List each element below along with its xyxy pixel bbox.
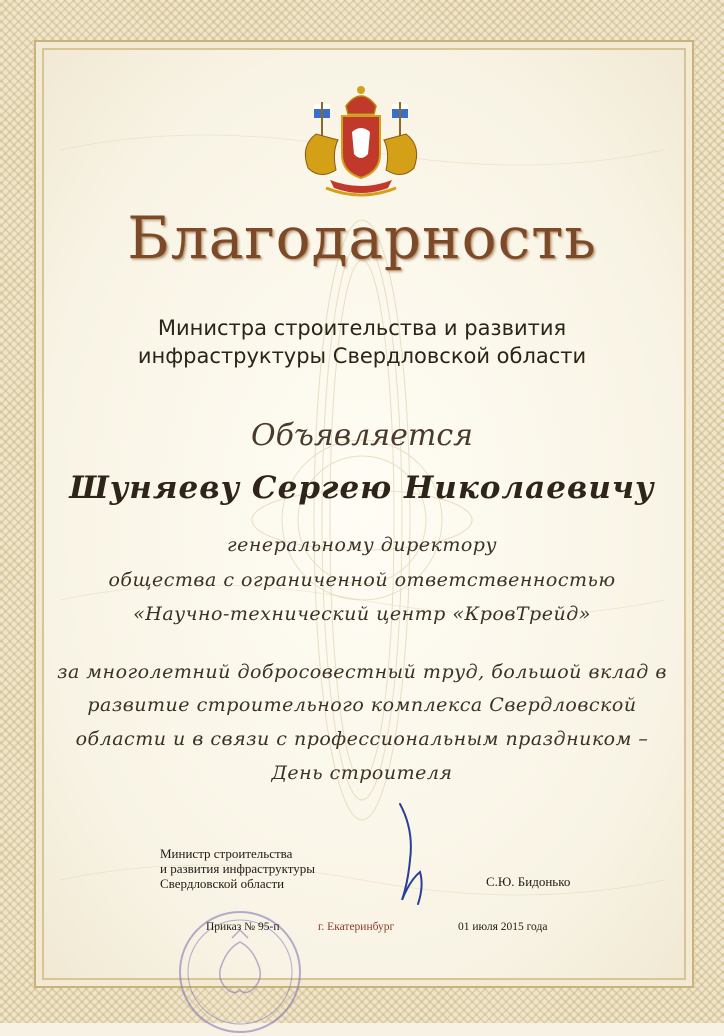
city-name: г. Екатеринбург <box>318 921 395 933</box>
reason-line-1: за многолетний добросовестный труд, большой вклад в <box>57 661 667 683</box>
order-number: Приказ № 95-п <box>206 921 280 933</box>
issuer-line-1: Министра строительства и развития <box>157 316 567 340</box>
announce-text: Объявляется <box>250 418 474 453</box>
reason-line-4: День строителя <box>271 762 453 784</box>
position-line-2: общества с ограниченной ответственностью <box>108 569 616 591</box>
signatory-title-line-1: Министр строительства <box>160 846 293 861</box>
issue-date: 01 июля 2015 года <box>458 921 548 933</box>
reason-line-2: развитие строительного комплекса Свердловской <box>87 694 637 716</box>
signature-mark <box>380 800 450 910</box>
position-line-3: «Научно-технический центр «КровТрейд» <box>133 603 591 625</box>
position-line-1: генеральному директору <box>227 534 497 556</box>
issuer-line-2: инфраструктуры Свердловской области <box>137 344 587 368</box>
signatory-name: С.Ю. Бидонько <box>486 874 571 889</box>
signatory-title-line-2: и развития инфраструктуры <box>160 861 316 876</box>
reason-line-3: области и в связи с профессиональным праздником – <box>75 728 649 750</box>
coat-of-arms-icon <box>286 84 436 202</box>
recipient-name: Шуняеву Сергею Николаевичу <box>69 470 655 506</box>
document-title: Благодарность <box>127 204 597 272</box>
signatory-title <box>160 846 315 891</box>
signatory-title-line-3: Свердловской области <box>160 876 285 891</box>
